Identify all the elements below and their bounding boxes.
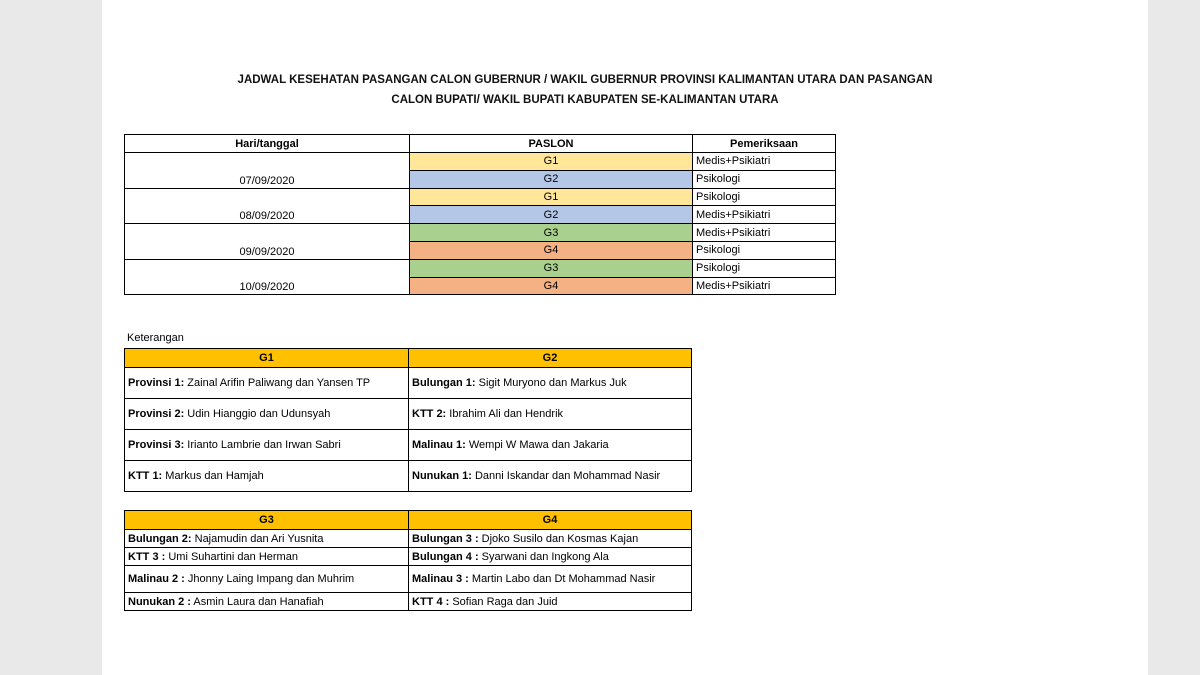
schedule-header-row (125, 135, 836, 153)
region-label: Bulungan 1: (412, 377, 476, 389)
table-row (125, 153, 836, 171)
legend-cell (409, 548, 692, 566)
region-label: Provinsi 3: (128, 439, 185, 451)
candidate-names: Sofian Raga dan Juid (449, 595, 558, 608)
legend-row (125, 593, 692, 611)
candidate-names: Ibrahim Ali dan Hendrik (446, 408, 564, 420)
region-label: Malinau 1: (412, 439, 466, 451)
legend-cell (125, 430, 409, 461)
title-line-2: CALON BUPATI/ WAKIL BUPATI KABUPATEN SE-KALIMANTAN UTARA (391, 94, 779, 106)
date-cell: 08/09/2020 (125, 188, 410, 224)
legend-cell (125, 368, 409, 399)
region-label: KTT 2: (412, 408, 447, 420)
paslon-cell: G1 (410, 153, 693, 171)
region-label: Malinau 2 : (128, 573, 185, 585)
legend-row (125, 461, 692, 492)
paslon-cell: G1 (410, 188, 693, 206)
legend-header-g2: G2 (409, 349, 692, 368)
region-label: KTT 3 : (128, 550, 166, 563)
legend-cell (409, 399, 692, 430)
paslon-cell: G4 (410, 241, 693, 259)
region-label: Bulungan 3 : (412, 532, 479, 545)
legend-header-g4: G4 (409, 511, 692, 530)
candidate-names: Udin Hianggio dan Udunsyah (184, 408, 331, 420)
paslon-cell: G2 (410, 206, 693, 224)
candidate-names: Zainal Arifin Paliwang dan Yansen TP (184, 377, 371, 389)
legend-table-g1-g2 (124, 348, 692, 492)
legend-row (125, 399, 692, 430)
date-cell: 10/09/2020 (125, 259, 410, 295)
header-pemeriksaan: Pemeriksaan (693, 135, 836, 153)
schedule-table (124, 134, 836, 295)
candidate-names: Markus dan Hamjah (162, 470, 264, 482)
legend-table-g3-g4 (124, 510, 692, 611)
exam-cell: Psikologi (693, 241, 836, 259)
candidate-names: Martin Labo dan Dt Mohammad Nasir (468, 573, 656, 585)
exam-cell: Medis+Psikiatri (693, 224, 836, 242)
candidate-names: Najamudin dan Ari Yusnita (191, 532, 324, 545)
exam-cell: Psikologi (693, 188, 836, 206)
candidate-names: Umi Suhartini dan Herman (165, 550, 298, 563)
legend-cell (125, 566, 409, 593)
legend-cell (409, 368, 692, 399)
legend-cell (409, 461, 692, 492)
legend-row (125, 548, 692, 566)
legend-cell (409, 430, 692, 461)
legend-cell (125, 461, 409, 492)
paslon-cell: G3 (410, 224, 693, 242)
candidate-names: Wempi W Mawa dan Jakaria (465, 439, 609, 451)
legend-header-g3: G3 (125, 511, 409, 530)
candidate-names: Djoko Susilo dan Kosmas Kajan (478, 532, 639, 545)
table-row (125, 188, 836, 206)
region-label: KTT 1: (128, 470, 163, 482)
legend-row (125, 566, 692, 593)
candidate-names: Asmin Laura dan Hanafiah (190, 595, 324, 608)
legend-cell (409, 566, 692, 593)
date-cell: 09/09/2020 (125, 224, 410, 260)
exam-cell: Medis+Psikiatri (693, 277, 836, 295)
legend-cell (125, 593, 409, 611)
paslon-cell: G3 (410, 259, 693, 277)
region-label: Bulungan 4 : (412, 550, 479, 563)
legend-row (125, 530, 692, 548)
header-hari-tanggal: Hari/tanggal (125, 135, 410, 153)
paslon-cell: G4 (410, 277, 693, 295)
exam-cell: Medis+Psikiatri (693, 153, 836, 171)
candidate-names: Jhonny Laing Impang dan Muhrim (184, 573, 355, 585)
header-paslon: PASLON (410, 135, 693, 153)
exam-cell: Medis+Psikiatri (693, 206, 836, 224)
legend-header-g1: G1 (125, 349, 409, 368)
table-row (125, 224, 836, 242)
region-label: Malinau 3 : (412, 573, 469, 585)
candidate-names: Syarwani dan Ingkong Ala (478, 550, 609, 563)
region-label: Provinsi 1: (128, 377, 185, 389)
region-label: Nunukan 1: (412, 469, 472, 482)
region-label: Bulungan 2: (128, 532, 192, 545)
candidate-names: Danni Iskandar dan Mohammad Nasir (471, 469, 661, 482)
legend-row (125, 368, 692, 399)
exam-cell: Psikologi (693, 170, 836, 188)
table-row (125, 259, 836, 277)
region-label: KTT 4 : (412, 595, 450, 608)
keterangan-label: Keterangan (127, 332, 184, 344)
title-line-1: JADWAL KESEHATAN PASANGAN CALON GUBERNUR / WAKIL GUBERNUR PROVINSI KALIMANTAN UTARA DAN PASANGAN (237, 74, 933, 86)
legend-cell (409, 530, 692, 548)
exam-cell: Psikologi (693, 259, 836, 277)
paslon-cell: G2 (410, 170, 693, 188)
legend-row (125, 430, 692, 461)
region-label: Provinsi 2: (128, 408, 185, 420)
date-cell: 07/09/2020 (125, 153, 410, 189)
legend-cell (125, 530, 409, 548)
candidate-names: Irianto Lambrie dan Irwan Sabri (184, 439, 341, 451)
legend-cell (125, 548, 409, 566)
legend-cell (125, 399, 409, 430)
legend-cell (409, 593, 692, 611)
candidate-names: Sigit Muryono dan Markus Juk (475, 377, 627, 389)
region-label: Nunukan 2 : (128, 595, 191, 608)
